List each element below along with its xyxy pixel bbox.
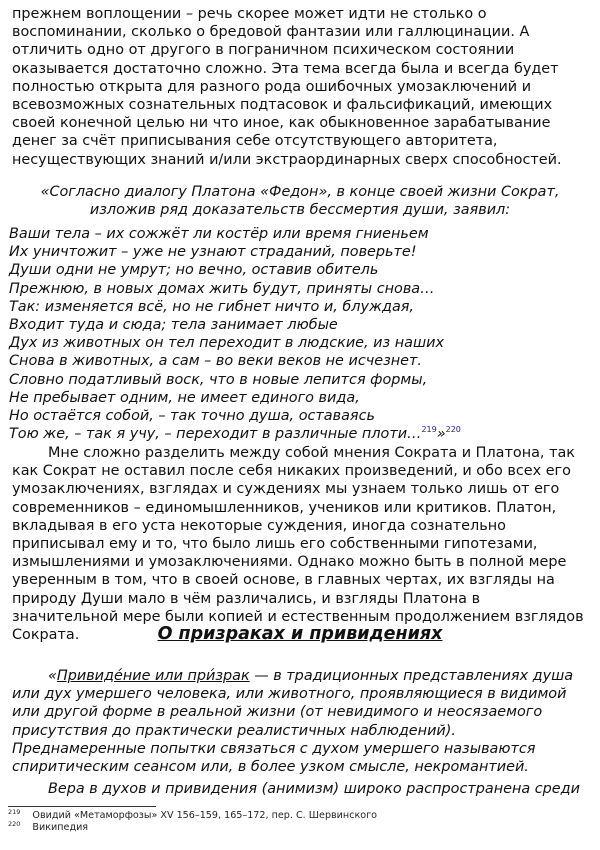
poem-line: Но остаётся собой, – так точно душа, оставаясь: [9, 408, 375, 425]
term-link[interactable]: Привиде́ние или при́зрак: [56, 668, 250, 684]
poem-block: [9, 225, 589, 443]
footnote-text: Овидий «Метаморфозы» XV 156–159, 165–172, пер. С. Шервинского: [32, 810, 378, 821]
footnote-number: 220: [8, 819, 21, 828]
poem-line: Так: изменяется всё, но не гибнет ничто и, блуждая,: [9, 298, 414, 315]
poem-last-line: [9, 425, 589, 443]
definition-text: — в традиционных представлениях душа или дух умершего человека, или животного, проявляющиеся в видимой или другой форме в реальной жизни (от невидимого и неосязаемого присутствия до практически реалистичных наблюдений). Преднамеренные попытки связаться с духом умершего называются спиритическим сеансом или, в более узком смысле, некромантией.: [12, 668, 574, 776]
closing-quote: »: [436, 426, 446, 443]
poem-line: Ваши тела – их сожжёт ли костёр или время гниеньем: [9, 226, 429, 242]
quote-introduction: «Согласно диалогу Платона «Федон», в конце своей жизни Сократ, изложив ряд доказательств бессмертия души, заявил:: [40, 184, 560, 219]
body-paragraph-continued: Вера в духов и привидения (анимизм) широко распространена среди: [48, 781, 580, 797]
footnote-ref-220[interactable]: 220: [445, 425, 461, 435]
poem-line: Снова в животных, а сам – во веки веков не исчезнет.: [9, 353, 422, 370]
footnote-219: [8, 807, 378, 822]
section-heading: О призраках и привидениях: [157, 624, 443, 644]
footnote-ref-219[interactable]: 219: [421, 425, 437, 435]
footnote-number: 219: [8, 807, 21, 816]
poem-line: Тою же, – так я учу, – переходит в различные плоти…: [9, 426, 422, 443]
poem-line: Прежнюю, в новых домах жить будут, приняты снова…: [9, 280, 435, 297]
poem-line: Словно податливый воск, что в новые лепится формы,: [9, 371, 428, 388]
poem-line: Дух из животных он тел переходит в людские, из наших: [9, 335, 445, 352]
footnote-divider: [8, 806, 156, 807]
footnote-text: Википедия: [32, 822, 89, 833]
open-quote: «: [48, 668, 57, 684]
poem-line: Не пребывает одним, не имеет единого вида,: [9, 389, 360, 406]
body-paragraph: Мне сложно разделить между собой мнения Сократа и Платона, так как Сократ не оставил после себя никаких произведений, и обо всех его умозаключениях, взглядах и суждениях мы узнаем только лишь от его современников – единомышленников, учеников или критиков. Платон, вкладывая в его уста некоторые суждения, иногда сознательно приписывал ему и то, что было лишь его собственными гипотезами, измышлениями и умозаключениями. Однако можно быть в полной мере уверенным в том, что в своей основе, в главных чертах, их взгляды на природу Души мало в чём различались, и взгляды Платона в значительной мере были копией и естественным продолжением взглядов Сократа.: [12, 445, 584, 644]
footnote-220: [8, 819, 89, 834]
poem-line: Души одни не умрут; но вечно, оставив обитель: [9, 262, 379, 279]
intro-paragraph: прежнем воплощении – речь скорее может идти не столько о воспоминании, сколько о бредовой фантазии или галлюцинации. А отличить одно от другого в пограничном психическом состоянии оказывается достаточно сложно. Эта тема всегда была и всегда будет полностью открыта для разного рода ошибочных умозаключений и всевозможных сознательных подтасовок и фальсификаций, имеющих своей конечной целью ни что иное, как обыкновенное зарабатывание денег за счёт приписывания себе отсутствующего авторитета, несуществующих знаний и/или экстраординарных сверх способностей.: [12, 6, 562, 168]
poem-line: Входит туда и сюда; тела занимает любые: [9, 317, 338, 334]
poem-line: Их уничтожит – уже не узнают страданий, поверьте!: [9, 244, 417, 261]
definition-paragraph: [12, 667, 588, 776]
